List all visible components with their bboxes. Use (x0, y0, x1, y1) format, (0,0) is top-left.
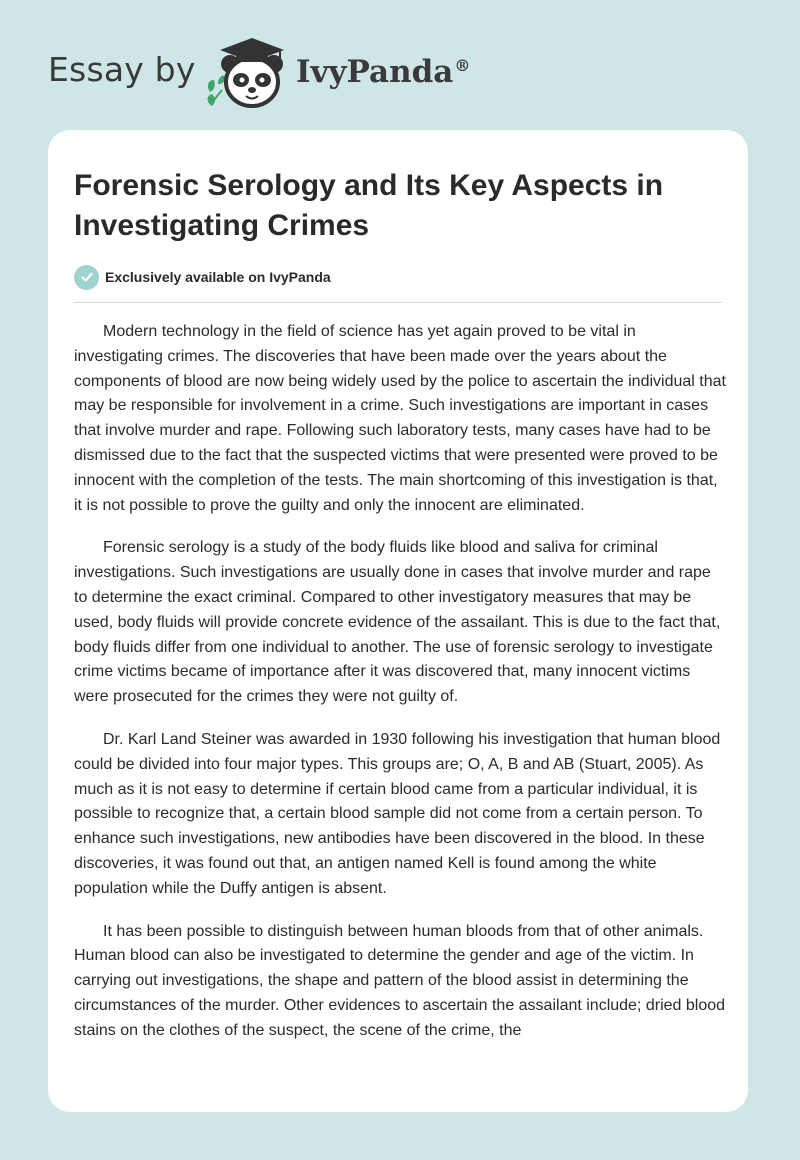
site-logo[interactable] (48, 30, 508, 110)
paragraph: Modern technology in the field of science has yet again proved to be vital in investigating crimes. The discoveries that have been made over the years about the components of blood are now being widely used by the police to ascertain the individual that may be responsible for involvement in a crime. Such investigations are important in cases that involve murder and rape. Following such laboratory tests, many cases have had to be dismissed due to the fact that the suspected victims that were presented were proved to be innocent with the completion of the tests. The main shortcoming of this investigation is that, it is not possible to prove the guilty and only the innocent are eliminated. (74, 323, 726, 514)
exclusive-badge (74, 264, 331, 290)
essay-card (48, 130, 748, 1112)
badge-text: Exclusively available on IvyPanda (105, 269, 331, 285)
divider (74, 302, 722, 303)
essay-by-label: Essay by (48, 50, 196, 89)
essay-title: Forensic Serology and Its Key Aspects in Investigating Crimes (74, 169, 664, 242)
paragraph: Dr. Karl Land Steiner was awarded in 1930 following his investigation that human blood could be divided into four major types. This groups are; O, A, B and AB (Stuart, 2005). As much as it is not easy to determine if certain blood came from a particular individual, it is possible to recognize that, a certain blood sample did not come from a certain person. To enhance such investigations, new antibodies have been discovered in the blood. In these discoveries, it was found out that, an antigen named Kell is found among the white population while the Duffy antigen is absent. (74, 730, 721, 897)
brand-name: IvyPanda® (296, 54, 471, 90)
paragraph: It has been possible to distinguish between human bloods from that of other animals. Human blood can also be investigated to determine the gender and age of the victim. In carrying out investigations, the shape and pattern of the blood assist in determining the circumstances of the murder. Other evidences to ascertain the assailant include; dried blood stains on the clothes of the suspect, the scene of the crime, the (74, 922, 726, 1039)
panda-graduate-icon (200, 34, 292, 110)
checkmark-icon (74, 265, 99, 290)
registered-mark: ® (454, 55, 471, 75)
essay-body (74, 320, 728, 1062)
paragraph: Forensic serology is a study of the body fluids like blood and saliva for criminal investigations. Such investigations are usually done in cases that involve murder and rape to determine the exact criminal. Compared to other investigatory measures that may be used, body fluids will provide concrete evidence of the assailant. This is due to the fact that, body fluids differ from one individual to another. The use of forensic serology to investigate crime victims became of importance after it was discovered that, many innocent victims were prosecuted for the crimes they were not guilty of. (74, 539, 721, 706)
